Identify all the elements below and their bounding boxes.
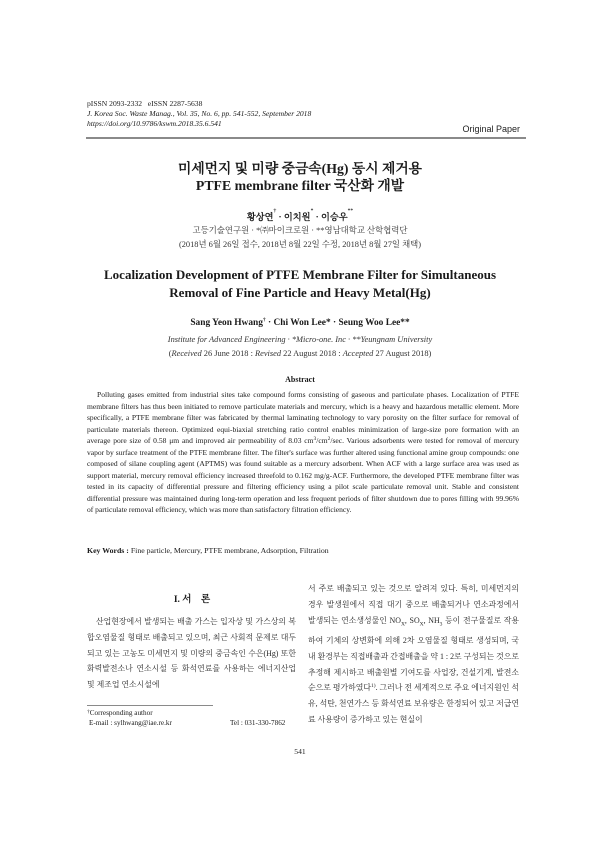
english-title-line2: Removal of Fine Particle and Heavy Metal(Hg) — [169, 285, 431, 300]
revised-label: Revised — [254, 349, 282, 358]
journal-header — [87, 99, 311, 129]
english-author-1: Sang Yeon Hwang — [190, 318, 263, 328]
page-number: 541 — [294, 747, 306, 756]
journal-citation: J. Korea Soc. Waste Manag., Vol. 35, No. 6, pp. 541-552, September 2018 — [87, 109, 312, 118]
korean-author-2: 이치원 — [283, 212, 311, 222]
english-affiliations: Institute for Advanced Engineering · *Micro-one. Inc · **Yeungnam University — [167, 335, 433, 344]
superscript: 3 — [313, 436, 317, 442]
accepted-label: Accepted — [342, 349, 374, 358]
footnote-label: Corresponding author — [89, 709, 153, 717]
abstract-part: /sec. Various adsorbents were tested for removal of mercury vapor by surface treatment of the PTFE membrane filter. The filter's surface was further altered using functional amine group compounds: one composed of silane coupling agent (APTMS) was found suitable as a mercury adsorbent. When ACF with a large surface area was used as support material, mercury removal efficiency increased threefold to 0.162 mg/g-ACF. Furthermore, the developed PTFE membrane filter was tested in its capacity of differential pressure and filtering efficiency using a pilot scale particulate removal unit. Stable and consistent differential pressure was maintained during long-term operation and less frequent periods of filter shutdown due to pores filling with 99.96% of particulate removal efficiency, which was more than satisfactory filtration efficiency. — [87, 436, 519, 514]
subscript: X — [419, 621, 424, 628]
footnote-mark: † — [87, 709, 90, 715]
author-mark: † — [273, 208, 277, 214]
body-text: 등이 전구물질로 작용하여 기체의 상변화에 의해 2차 오염물질 형태로 생성되며, 국내 환경부는 직접배출과 간접배출을 약 1 : 2로 구성되는 것으로 추정해 제시하고 배출원별 기여도를 사업장, 건설기계, 발전소 순으로 평가하였다 — [308, 615, 519, 693]
body-text: . 그러나 전 세계적으로 주요 에너지원인 석유, 석탄, 천연가스 등 화석연료 보유량은 한정되어 있고 저급연료 사용량이 증가하고 있는 현실이 — [308, 683, 520, 724]
body-text: 서 주로 배출되고 있는 것으로 알려져 있다. 특히, 미세먼지의 경우 발생원에서 직접 대기 중으로 배출되거나 연소과정에서 발생되는 연소생성물인 NO — [308, 584, 519, 625]
keywords — [87, 546, 329, 555]
author-mark: * — [310, 208, 314, 214]
separator: · — [330, 318, 339, 328]
article-type: Original Paper — [462, 124, 520, 134]
body-text: , NH — [423, 615, 440, 625]
reference-mark[interactable]: 1) — [370, 683, 376, 690]
received-label: Received — [171, 349, 202, 358]
body-text: , SO — [404, 615, 420, 625]
footnote — [87, 708, 297, 728]
separator: · — [265, 318, 274, 328]
english-title-line1: Localization Development of PTFE Membrane Filter for Simultaneous — [104, 267, 496, 282]
abstract-part: Polluting gases emitted from industrial sites take compound forms consisting of gaseous and particulate phases. Localization of PTFE membrane filters has thus been initiated to remove particulate materials and mercury, which is a heavy and hazardous metallic element. More specifically, a PTFE membrane filter was fabricated by thermal laminating technology to vary porosity on the filter surface for removal of particulate materials thereon. Optimized equi-biaxial stretching ratio control enables minimization of large-size pore formation with an average pore size of 0.58 μm and improved air permeability of 8.03 cm — [87, 390, 519, 445]
separator: · — [276, 212, 284, 222]
korean-title-line1: 미세먼지 및 미량 중금속(Hg) 동시 제거용 — [178, 161, 422, 176]
korean-authors — [0, 209, 600, 223]
subscript: 3 — [439, 621, 443, 628]
header-divider — [86, 137, 526, 139]
footnote-divider — [87, 705, 213, 706]
english-dates: (Received 26 June 2018 : Revised 22 August 2018 : Accepted 27 August 2018) — [168, 349, 432, 358]
korean-title-line2: PTFE membrane filter 국산화 개발 — [195, 178, 405, 193]
english-author-3: Seung Woo Lee** — [338, 318, 410, 328]
korean-author-3: 이승우 — [320, 212, 348, 222]
revised-date: 22 August 2018 — [283, 349, 337, 358]
superscript: 2 — [327, 436, 331, 442]
english-title — [0, 266, 600, 302]
english-author-2: Chi Won Lee* — [273, 318, 331, 328]
keywords-label: Key Words : — [87, 546, 129, 555]
issn: pISSN 2093-2332 eISSN 2287-5638 — [87, 99, 203, 108]
korean-title — [0, 160, 600, 194]
body-right-column — [308, 581, 519, 728]
author-mark: † — [262, 317, 266, 323]
abstract-part: /cm — [316, 436, 328, 445]
separator: · — [313, 212, 321, 222]
received-date: 26 June 2018 — [203, 349, 249, 358]
body-left-column: 산업현장에서 발생되는 배출 가스는 입자상 및 가스상의 복합오염물질 형태로 배출되고 있으며, 최근 사회적 문제로 대두되고 있는 고농도 미세먼지 및 미량의 중금속인 수은(Hg) 또한 화력발전소나 연소시설 등 화석연료를 사용하는 에너지산업 및 제조업 연소시설에 — [87, 617, 296, 690]
korean-author-1: 황상연 — [246, 212, 274, 222]
keywords-values: Fine particle, Mercury, PTFE membrane, Adsorption, Filtration — [130, 546, 329, 555]
korean-dates: (2018년 6월 26일 접수, 2018년 8월 22일 수정, 2018년 8월 27일 채택) — [178, 240, 422, 249]
footnote-tel: Tel : 031-330-7862 — [230, 719, 286, 727]
english-authors — [0, 318, 600, 328]
footnote-email[interactable]: E-mail : sylhwang@iae.re.kr — [89, 719, 172, 727]
section-heading: I. 서 론 — [173, 595, 211, 605]
korean-affiliations: 고등기술연구원 · *㈜마이크로원 · **영남대학교 산학협력단 — [192, 226, 408, 235]
accepted-date: 27 August 2018 — [375, 349, 429, 358]
abstract-text — [87, 389, 519, 516]
abstract-heading: Abstract — [285, 375, 315, 384]
subscript: X — [400, 621, 405, 628]
doi-link[interactable]: https://doi.org/10.9786/kswm.2018.35.6.541 — [87, 119, 222, 128]
author-mark: ** — [347, 208, 354, 214]
